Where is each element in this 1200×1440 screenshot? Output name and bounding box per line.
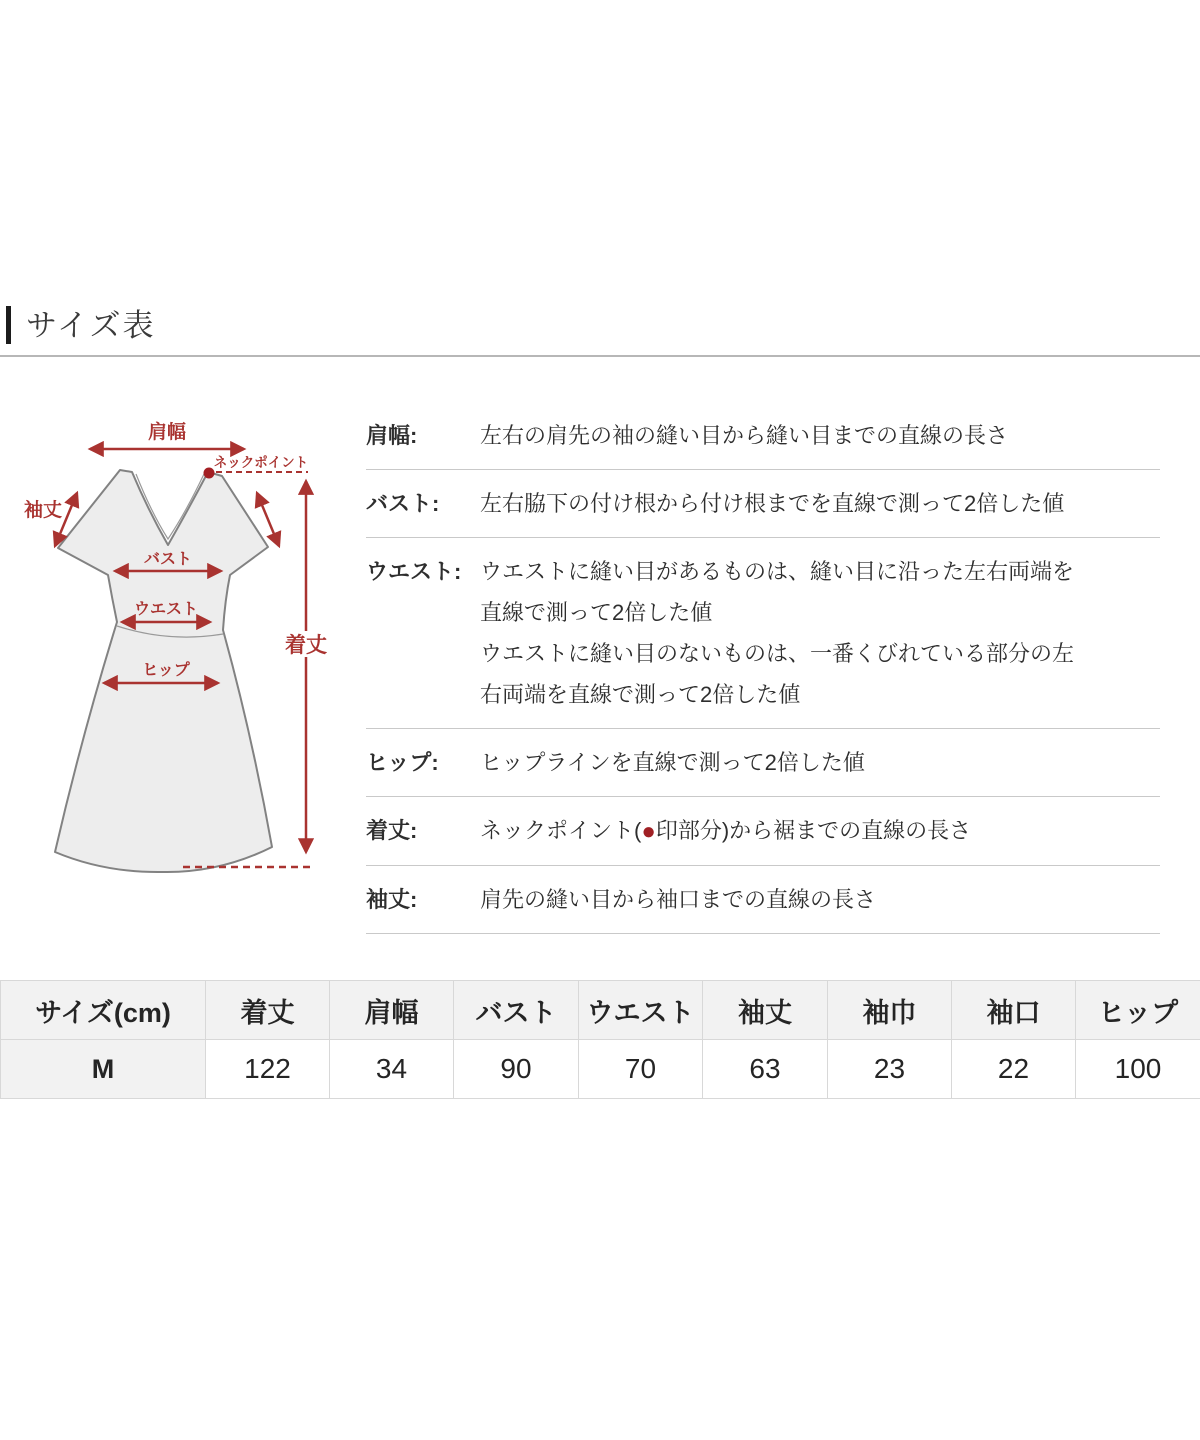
definition-row-bust (366, 470, 1160, 538)
definition-term: 着丈: (366, 818, 418, 843)
header-garment-length: 着丈 (206, 981, 330, 1040)
waist-label: ウエスト (133, 601, 199, 618)
measurement-definitions (366, 409, 1160, 934)
cell-shoulder-width: 34 (330, 1040, 454, 1099)
size-table-header-row (1, 981, 1200, 1040)
garment-length-label: 着丈 (285, 634, 327, 657)
neck-point-dot-glyph: ● (641, 818, 656, 845)
header-shoulder-width: 肩幅 (330, 981, 454, 1040)
title-divider (0, 355, 1200, 357)
definition-length-prefix: ネックポイント( (480, 818, 642, 843)
definition-waist-sentence-2: ウエストに縫い目のないものは、一番くびれている部分の左右両端を直線で測って2倍した値 (480, 641, 1075, 707)
header-cuff: 袖口 (952, 981, 1076, 1040)
size-table-row-m (1, 1040, 1200, 1099)
neck-point-label: ネックポイント (213, 455, 309, 470)
cell-cuff: 22 (952, 1040, 1076, 1099)
neck-point-dot (204, 468, 215, 479)
header-size-cm: サイズ(cm) (1, 981, 206, 1040)
cell-size: M (1, 1040, 206, 1099)
header-waist: ウエスト (579, 981, 703, 1040)
definition-text: ヒップラインを直線で測って2倍した値 (480, 750, 865, 775)
definition-text (480, 810, 1160, 852)
definition-row-sleeve (366, 866, 1160, 934)
header-bust: バスト (454, 981, 579, 1040)
definition-length-suffix: 印部分)から裾までの直線の長さ (655, 818, 972, 843)
dress-diagram-svg (20, 415, 360, 885)
definition-text: 左右の肩先の袖の縫い目から縫い目までの直線の長さ (480, 423, 1009, 448)
definition-term: ウエスト: (366, 559, 462, 584)
definition-text: 左右脇下の付け根から付け根までを直線で測って2倍した値 (480, 491, 1065, 516)
cell-garment-length: 122 (206, 1040, 330, 1099)
definition-row-shoulder (366, 409, 1160, 470)
definition-text (480, 551, 1080, 715)
header-sleeve-length: 袖丈 (703, 981, 828, 1040)
title-accent-bar (6, 306, 11, 344)
header-sleeve-width: 袖巾 (828, 981, 952, 1040)
cell-waist: 70 (579, 1040, 703, 1099)
definition-row-length (366, 797, 1160, 866)
page-title: サイズ表 (26, 308, 156, 343)
cell-sleeve-length: 63 (703, 1040, 828, 1099)
bust-label: バスト (143, 551, 193, 568)
size-table (0, 980, 1200, 1099)
hip-label: ヒップ (142, 662, 190, 679)
definition-waist-sentence-1: ウエストに縫い目があるものは、縫い目に沿った左右両端を直線で測って2倍した値 (480, 559, 1075, 625)
definition-row-hip (366, 729, 1160, 797)
definition-term: バスト: (366, 491, 440, 516)
shoulder-width-label: 肩幅 (147, 422, 187, 443)
cell-sleeve-width: 23 (828, 1040, 952, 1099)
cell-bust: 90 (454, 1040, 579, 1099)
sleeve-length-label: 袖丈 (23, 500, 63, 521)
definition-term: 肩幅: (366, 423, 418, 448)
definition-term: 袖丈: (366, 887, 418, 912)
definition-text: 肩先の縫い目から袖口までの直線の長さ (480, 887, 877, 912)
definition-term: ヒップ: (366, 750, 439, 775)
header-hip: ヒップ (1076, 981, 1200, 1040)
cell-hip: 100 (1076, 1040, 1200, 1099)
definition-row-waist (366, 538, 1160, 729)
dress-measurement-diagram (20, 415, 360, 885)
